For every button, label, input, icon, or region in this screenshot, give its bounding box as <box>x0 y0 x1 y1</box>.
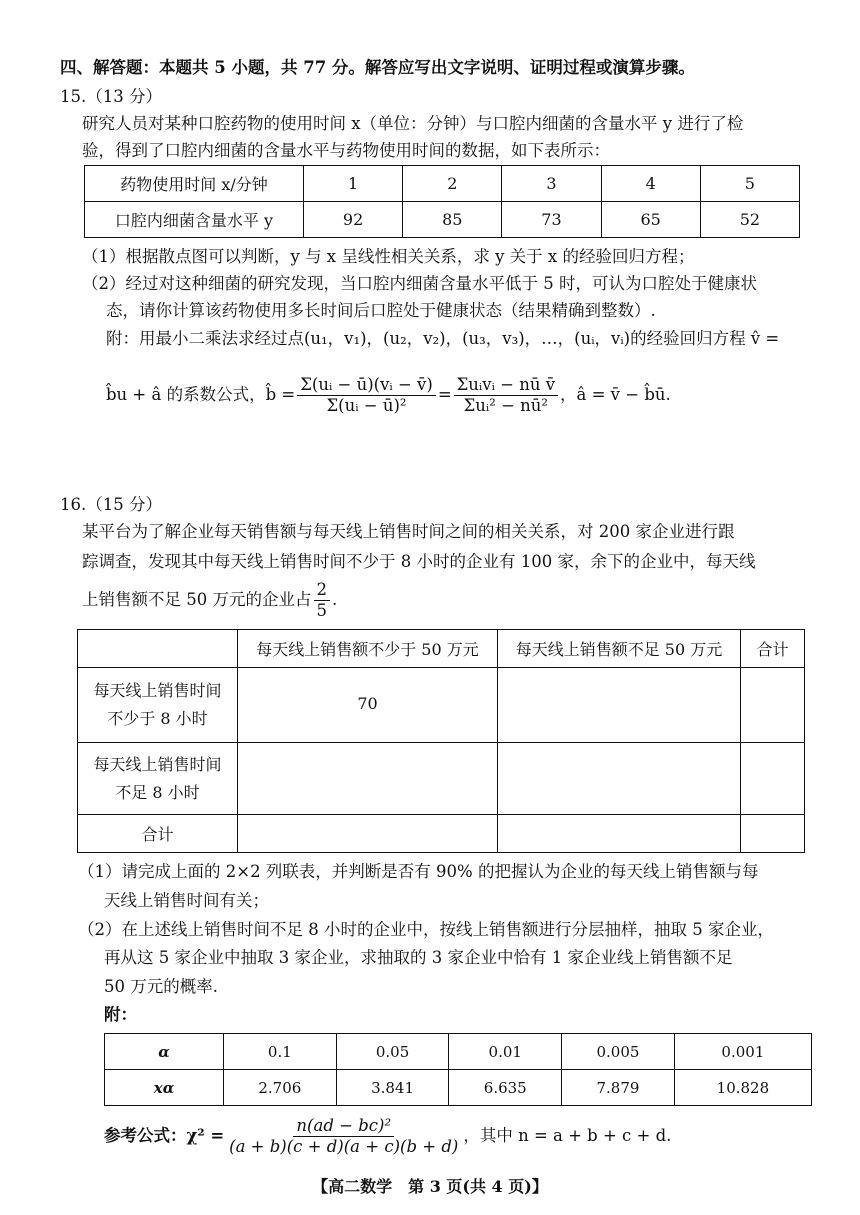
q15-fraction-2 <box>454 375 558 416</box>
q16-col-header-high-sales: 每天线上销售额不少于 50 万元 <box>238 630 498 668</box>
q16-row1-cell3 <box>741 668 805 743</box>
q16-row3-cell1 <box>238 815 498 853</box>
q16-part1-line1: （1）请完成上面的 2×2 列联表，并判断是否有 90% 的把握认为企业的每天线上销售额与每 <box>78 862 759 881</box>
q16-col-header-total: 合计 <box>741 630 805 668</box>
q16-part2-line3: 50 万元的概率. <box>104 977 218 996</box>
q16-intro-line2: 踪调查，发现其中每天线上销售时间不少于 8 小时的企业有 100 家，余下的企业中，每天线 <box>82 552 756 571</box>
q15-formula-eq: = <box>437 385 452 404</box>
q16-alpha-label: α <box>105 1034 224 1070</box>
q16-ref-numerator: n(ad − bc)² <box>293 1116 394 1137</box>
q16-row2-cell1 <box>238 743 498 815</box>
q15-y-value: 85 <box>403 202 502 238</box>
q16-xalpha-value: 10.828 <box>674 1070 811 1106</box>
q15-x-value: 2 <box>403 166 502 202</box>
q16-alpha-value: 0.005 <box>562 1034 675 1070</box>
q16-fraction <box>314 580 331 621</box>
q16-ref-fraction <box>226 1116 461 1157</box>
q16-col-header-blank <box>78 630 238 668</box>
q15-part2-line2: 态，请你计算该药物使用多长时间后口腔处于健康状态（结果精确到整数）. <box>106 301 656 320</box>
q15-part1: （1）根据散点图可以判断，y 与 x 呈线性相关关系，求 y 关于 x 的经验回归方程； <box>82 247 695 266</box>
q15-x-value: 3 <box>502 166 601 202</box>
q16-alpha-value: 0.001 <box>674 1034 811 1070</box>
q16-intro-line1: 某平台为了解企业每天销售额与每天线上销售时间之间的相关关系，对 200 家企业进行跟 <box>82 522 735 541</box>
q15-fraction-1 <box>297 375 436 416</box>
q16-contingency-table <box>77 629 805 853</box>
q15-intro-line1: 研究人员对某种口腔药物的使用时间 x（单位：分钟）与口腔内细菌的含量水平 y 进行了检 <box>82 114 744 133</box>
page-footer: 【高二数学 第 3 页(共 4 页)】 <box>312 1177 548 1196</box>
q16-reference-formula <box>104 1112 671 1160</box>
q16-xalpha-value: 3.841 <box>336 1070 449 1106</box>
q16-row1-header-b: 不少于 8 小时 <box>107 709 208 728</box>
q16-part1-line2: 天线上销售时间有关； <box>104 891 269 910</box>
q15-formula-lead: b̂u + â 的系数公式，b̂ = <box>106 385 296 404</box>
q15-formula <box>106 360 671 430</box>
q16-frac-denominator: 5 <box>316 600 327 620</box>
q16-row3-header: 合计 <box>78 815 238 853</box>
q16-row2-header-a: 每天线上销售时间 <box>93 754 222 774</box>
q15-part2-line1: （2）经过对这种细菌的研究发现，当口腔内细菌含量水平低于 5 时，可认为口腔处于健康状 <box>82 274 757 293</box>
q16-alpha-value: 0.1 <box>224 1034 337 1070</box>
q15-data-table <box>84 165 800 238</box>
q15-x-value: 4 <box>601 166 700 202</box>
q16-alpha-value: 0.01 <box>449 1034 562 1070</box>
q16-row1-cell1: 70 <box>238 668 498 743</box>
q16-appendix-label: 附： <box>104 1005 137 1024</box>
q16-alpha-value: 0.05 <box>336 1034 449 1070</box>
q16-ref-tail: ，其中 n = a + b + c + d. <box>463 1126 672 1145</box>
q16-row2-header <box>78 743 238 815</box>
q16-row1-header-a: 每天线上销售时间 <box>93 681 222 700</box>
q15-row-header-y: 口腔内细菌含量水平 y <box>85 202 304 238</box>
q15-number: 15.（13 分） <box>60 87 162 106</box>
q15-frac1-denominator: Σ(uᵢ − ū)² <box>326 395 407 415</box>
q16-row2-cell3 <box>741 743 805 815</box>
q16-col-header-low-sales: 每天线上销售额不足 50 万元 <box>498 630 741 668</box>
q16-xalpha-label: xα <box>105 1070 224 1106</box>
q16-row2-header-b: 不足 8 小时 <box>115 782 200 802</box>
q16-intro-line3 <box>82 577 337 623</box>
q16-part2-line1: （2）在上述线上销售时间不足 8 小时的企业中，按线上销售额进行分层抽样，抽取 5 家企业， <box>78 920 774 939</box>
q16-ref-lead: 参考公式：χ² = <box>104 1126 225 1145</box>
q16-intro-line3-lead: 上销售额不足 50 万元的企业占 <box>82 590 312 609</box>
q16-xalpha-value: 7.879 <box>562 1070 675 1106</box>
q16-row3-cell2 <box>498 815 741 853</box>
q15-y-value: 92 <box>304 202 403 238</box>
q15-row-header-x: 药物使用时间 x/分钟 <box>85 166 304 202</box>
q15-y-value: 73 <box>502 202 601 238</box>
q16-row1-header <box>78 668 238 743</box>
q15-intro-line2: 验，得到了口腔内细菌的含量水平与药物使用时间的数据，如下表所示： <box>82 141 610 160</box>
q15-formula-tail: ，â = v̄ − b̂ū. <box>560 385 671 404</box>
q16-row2-cell2 <box>498 743 741 815</box>
q16-intro-line3-tail: . <box>332 590 338 609</box>
section-heading: 四、解答题：本题共 5 小题，共 77 分。解答应写出文字说明、证明过程或演算步骤。 <box>60 58 695 77</box>
q15-frac2-denominator: Σuᵢ² − nū² <box>463 395 549 415</box>
q15-y-value: 52 <box>700 202 799 238</box>
q15-y-value: 65 <box>601 202 700 238</box>
q16-frac-numerator: 2 <box>314 580 331 601</box>
q15-note-line1: 附：用最小二乘法求经过点(u₁，v₁)，(u₂，v₂)，(u₃，v₃)，…，(uᵢ，vᵢ)的经验回归方程 v̂ = <box>106 329 780 348</box>
q16-row3-cell3 <box>741 815 805 853</box>
q15-frac1-numerator: Σ(uᵢ − ū)(vᵢ − v̄) <box>297 375 436 396</box>
q16-xalpha-value: 6.635 <box>449 1070 562 1106</box>
q15-x-value: 5 <box>700 166 799 202</box>
q16-alpha-table <box>104 1033 812 1106</box>
q16-xalpha-value: 2.706 <box>224 1070 337 1106</box>
q15-x-value: 1 <box>304 166 403 202</box>
q16-number: 16.（15 分） <box>60 495 162 514</box>
q16-ref-denominator: (a + b)(c + d)(a + c)(b + d) <box>229 1136 459 1156</box>
q15-frac2-numerator: Σuᵢvᵢ − nū v̄ <box>454 375 558 396</box>
q16-part2-line2: 再从这 5 家企业中抽取 3 家企业，求抽取的 3 家企业中恰有 1 家企业线上销售额不足 <box>104 948 733 967</box>
q16-row1-cell2 <box>498 668 741 743</box>
